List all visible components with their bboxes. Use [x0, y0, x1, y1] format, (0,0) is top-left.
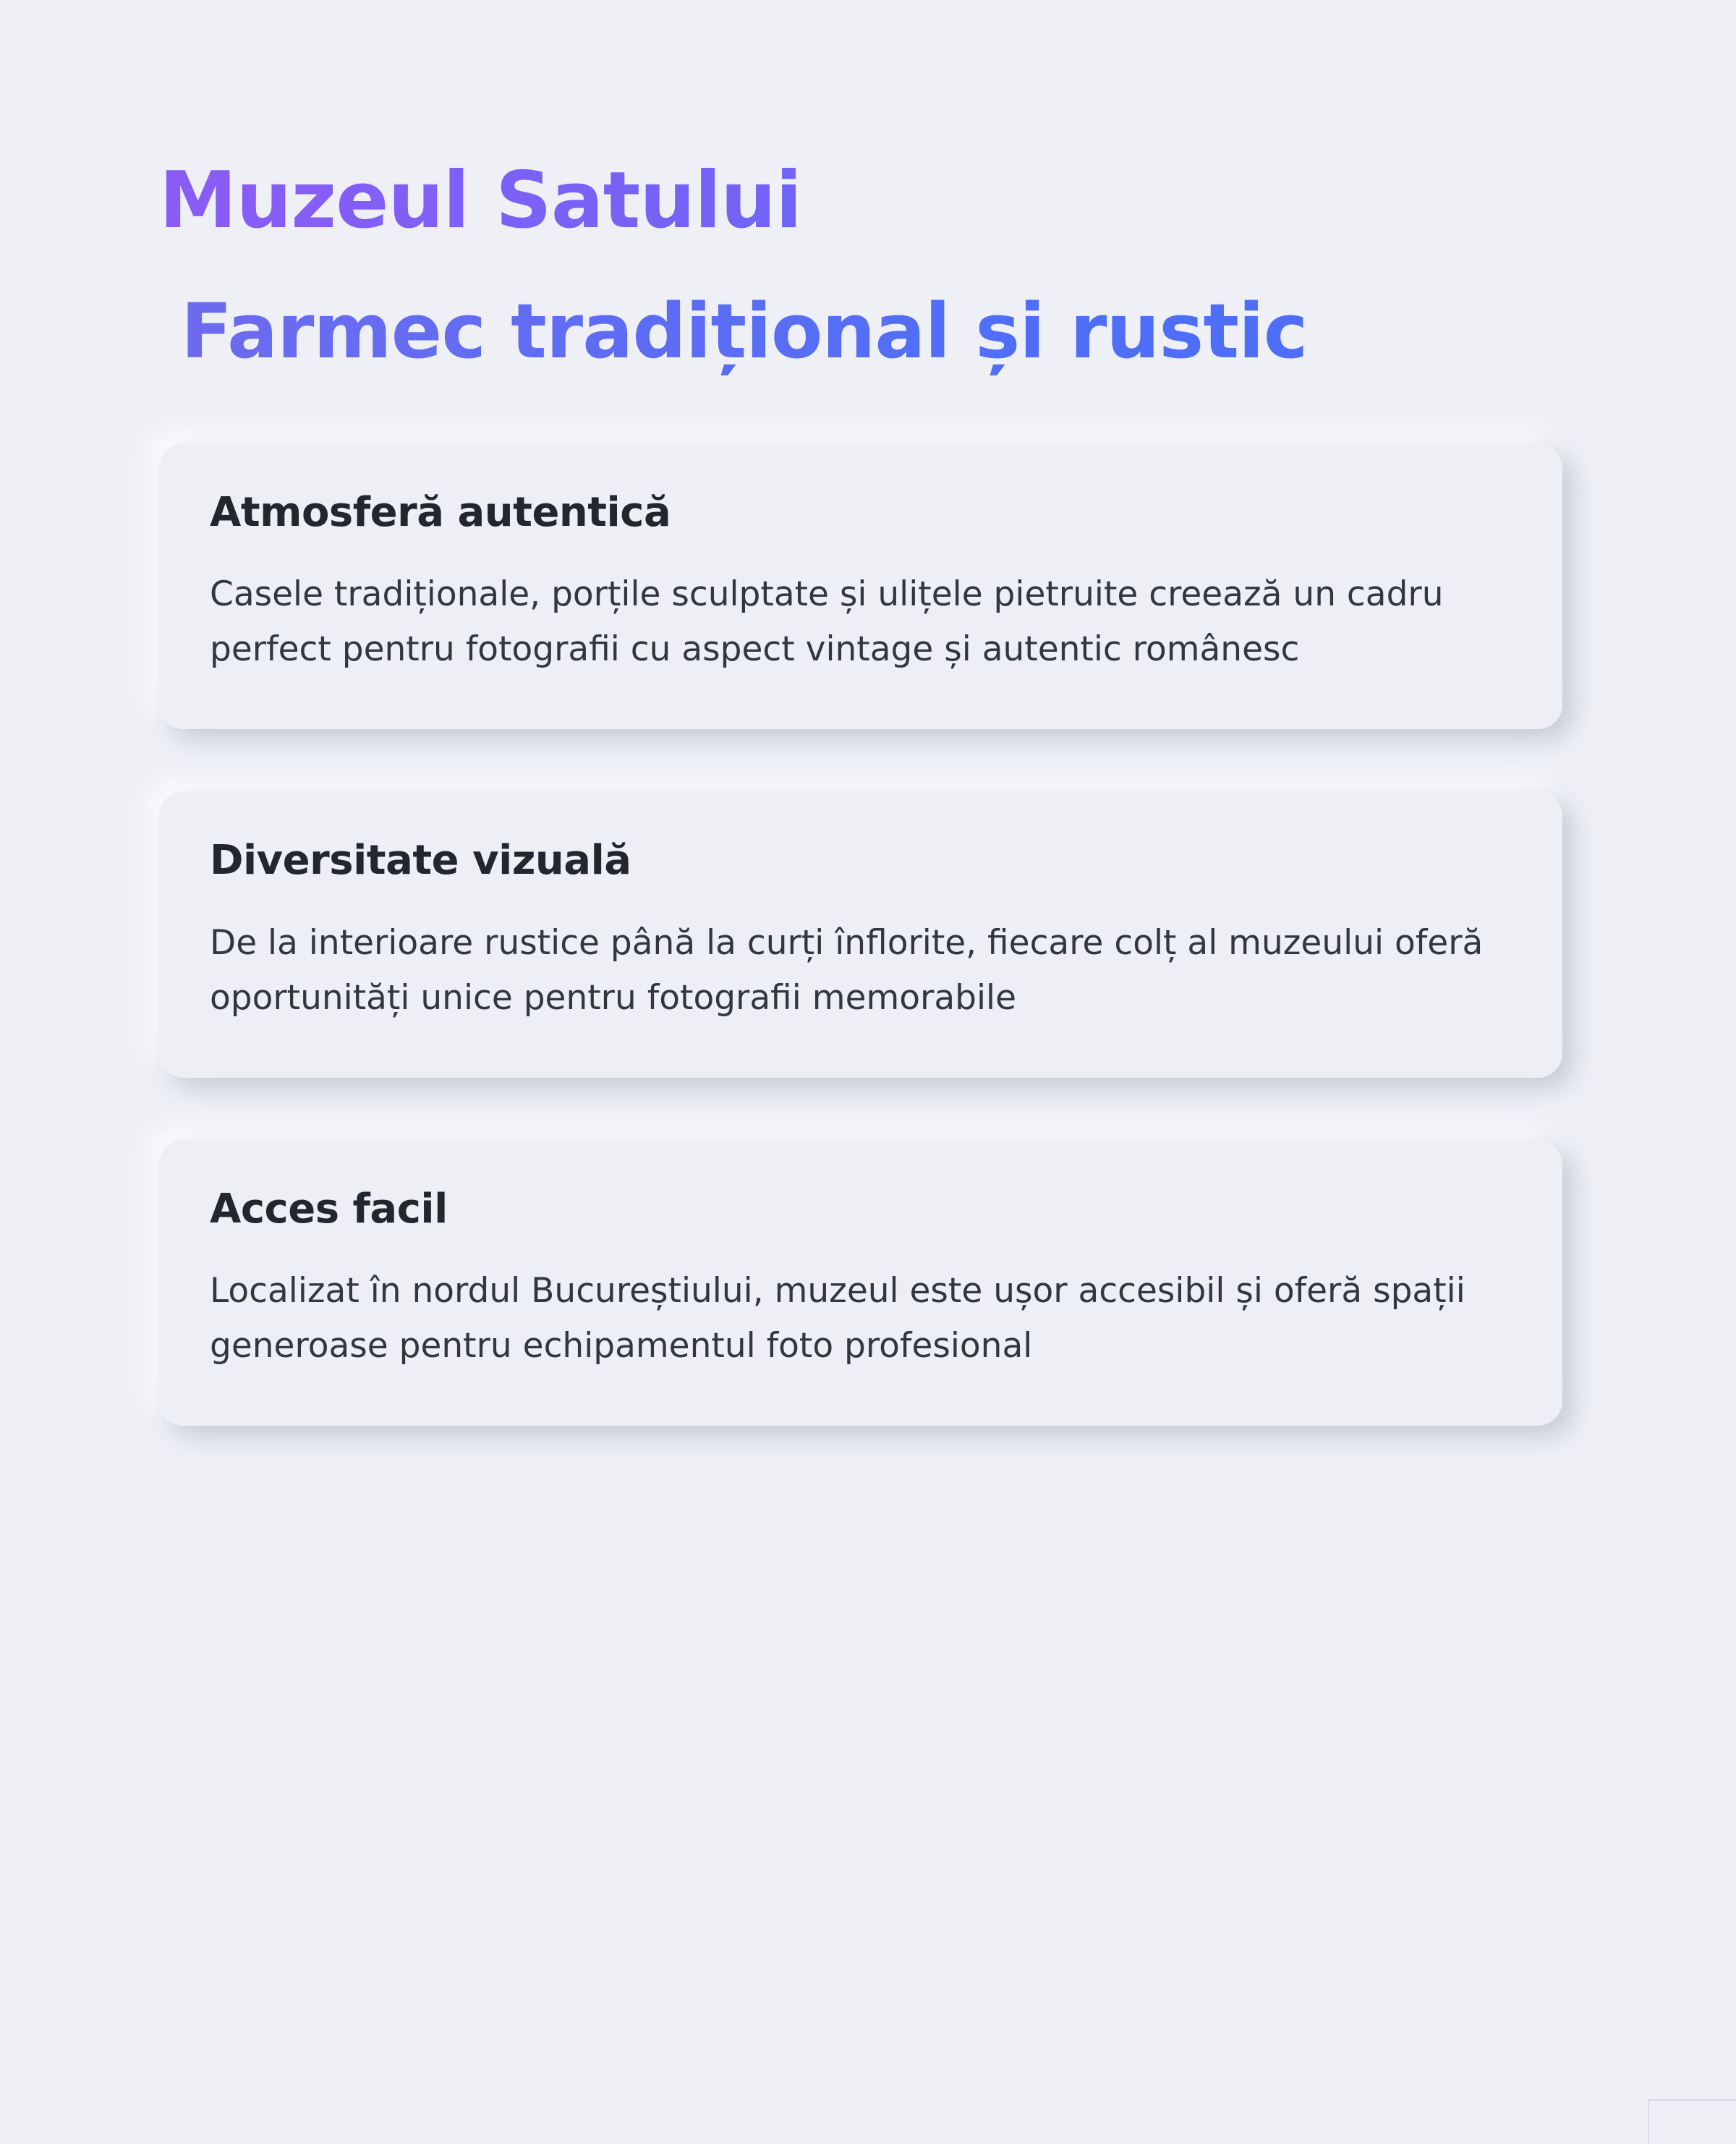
feature-card [159, 791, 1562, 1077]
page-title: Muzeul Satului [159, 152, 1577, 250]
feature-card [159, 1140, 1562, 1426]
feature-card-list [159, 443, 1577, 1426]
feature-card-title: Atmosferă autentică [210, 489, 671, 536]
page-header [159, 152, 1577, 378]
feature-card-title: Acces facil [210, 1185, 448, 1233]
feature-card-text: Casele tradiționale, porțile sculptate și ulițele pietruite creează un cadru perfect pentru fotografii cu aspect vintage și autentic românesc [210, 574, 1444, 670]
feature-card-text: Localizat în nordul Bucureștiului, muzeul este ușor accesibil și oferă spații generoase pentru echipamentul foto profesional [210, 1271, 1465, 1366]
feature-card-title: Diversitate vizuală [210, 837, 631, 885]
feature-card-text: De la interioare rustice până la curți înflorite, fiecare colț al muzeului oferă oportunități unice pentru fotografii memorabile [210, 922, 1484, 1018]
corner-edge-decoration [1648, 2099, 1736, 2144]
feature-card [159, 443, 1562, 729]
page-subtitle: Farmec tradițional și rustic [181, 284, 1577, 378]
